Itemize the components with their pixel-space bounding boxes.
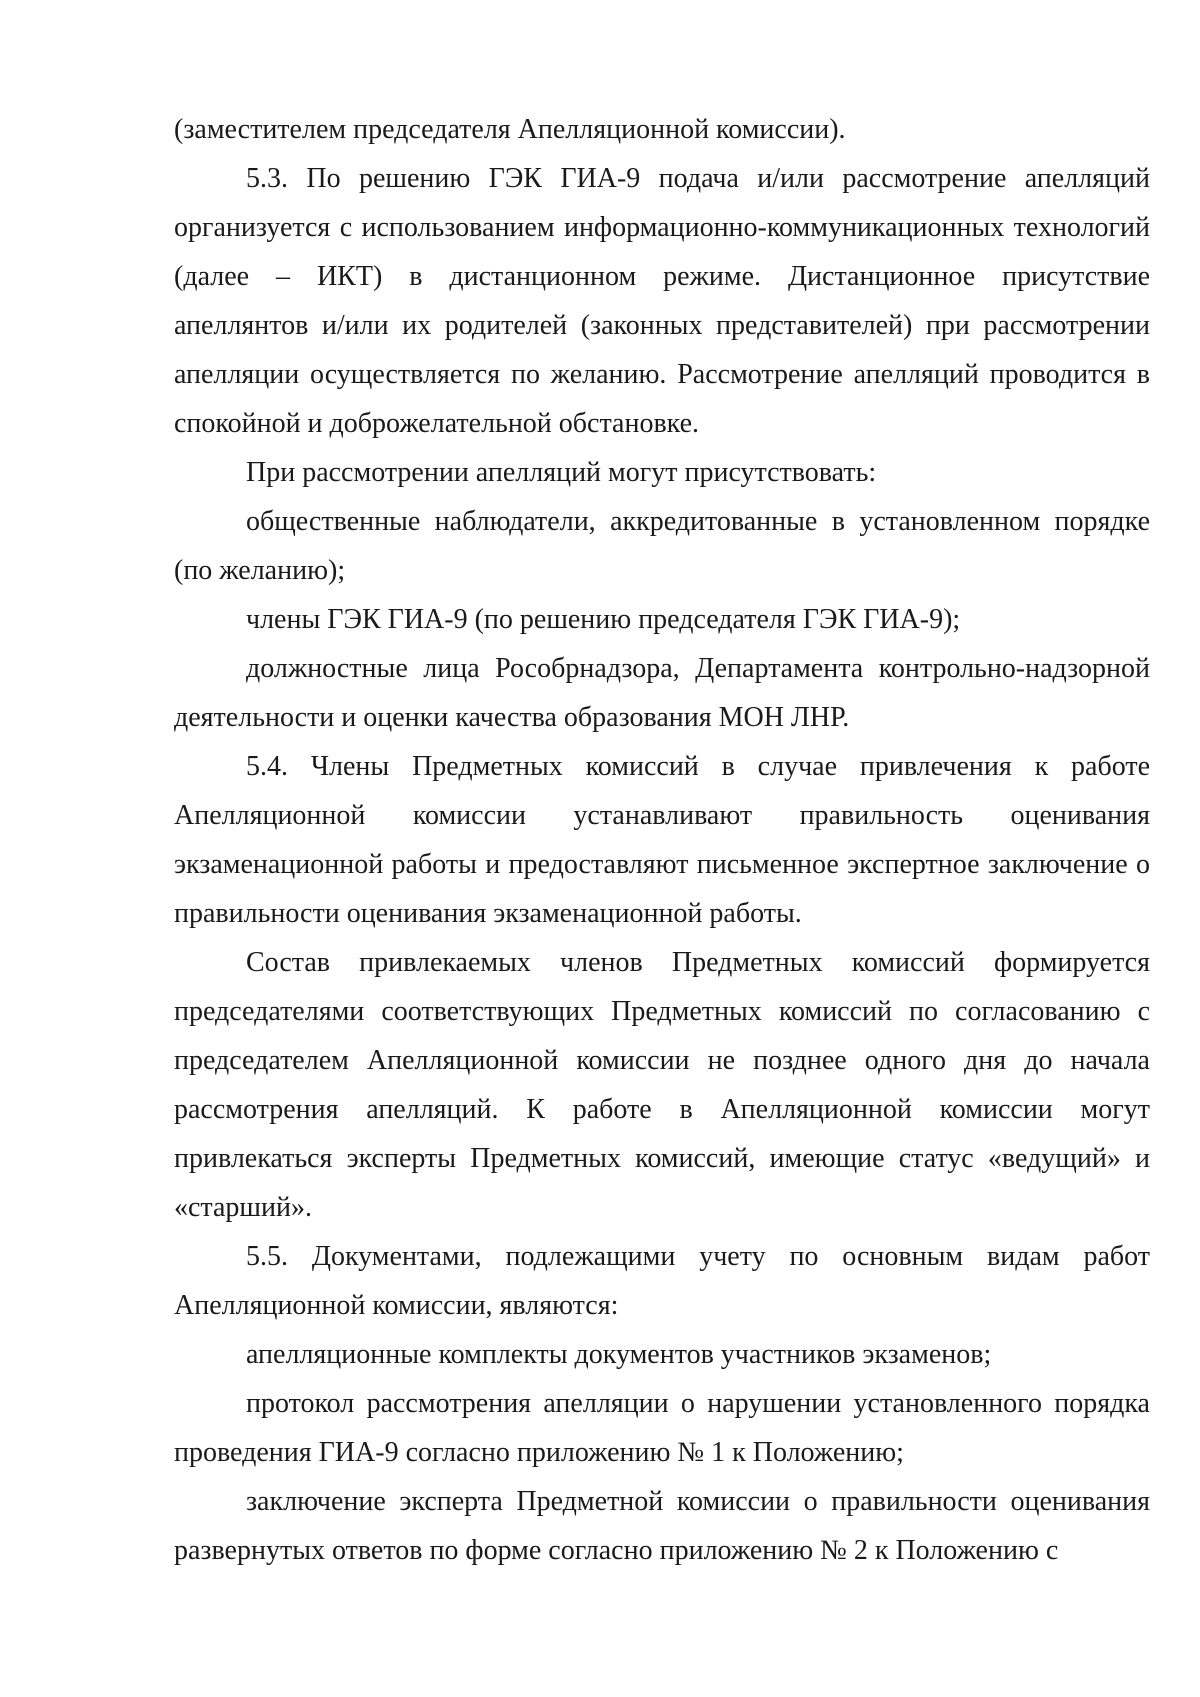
paragraph-composition: Состав привлекаемых членов Предметных комиссий формируется председателями соответствующих Предметных комиссий по согласованию с председателем Апелляционной комиссии не позднее одного дня до начала рассмотрения апелляций. К работе в Апелляционной комиссии могут привлекаться эксперты Предметных комиссий, имеющие статус «ведущий» и «старший». — [174, 947, 1150, 1223]
paragraph-5-5: 5.5. Документами, подлежащими учету по основным видам работ Апелляционной комиссии, являются: — [174, 1241, 1150, 1321]
paragraph-continuation: (заместителем председателя Апелляционной комиссии). — [174, 114, 846, 145]
document-page — [174, 105, 1150, 1575]
paragraph-gek-members: члены ГЭК ГИА-9 (по решению председателя ГЭК ГИА-9); — [246, 604, 961, 635]
paragraph-5-4: 5.4. Члены Предметных комиссий в случае привлечения к работе Апелляционной комиссии устанавливают правильность оценивания экзаменационной работы и предоставляют письменное экспертное заключение о правильности оценивания экзаменационной работы. — [174, 751, 1150, 929]
paragraph-protocol: протокол рассмотрения апелляции о нарушении установленного порядка проведения ГИА-9 согласно приложению № 1 к Положению; — [174, 1388, 1150, 1468]
paragraph-attendees-intro: При рассмотрении апелляций могут присутствовать: — [246, 457, 877, 488]
paragraph-public-observers: общественные наблюдатели, аккредитованные в установленном порядке (по желанию); — [174, 506, 1150, 586]
paragraph-expert-conclusion: заключение эксперта Предметной комиссии о правильности оценивания развернутых ответов по форме согласно приложению № 2 к Положению с — [174, 1486, 1150, 1566]
paragraph-appeal-kits: апелляционные комплекты документов участников экзаменов; — [246, 1339, 992, 1370]
paragraph-5-3: 5.3. По решению ГЭК ГИА-9 подача и/или рассмотрение апелляций организуется с использованием информационно-коммуникационных технологий (далее – ИКТ) в дистанционном режиме. Дистанционное присутствие апеллянтов и/или их родителей (законных представителей) при рассмотрении апелляции осуществляется по желанию. Рассмотрение апелляций проводится в спокойной и доброжелательной обстановке. — [174, 163, 1150, 439]
paragraph-officials: должностные лица Рособрнадзора, Департамента контрольно-надзорной деятельности и оценки качества образования МОН ЛНР. — [174, 653, 1150, 733]
